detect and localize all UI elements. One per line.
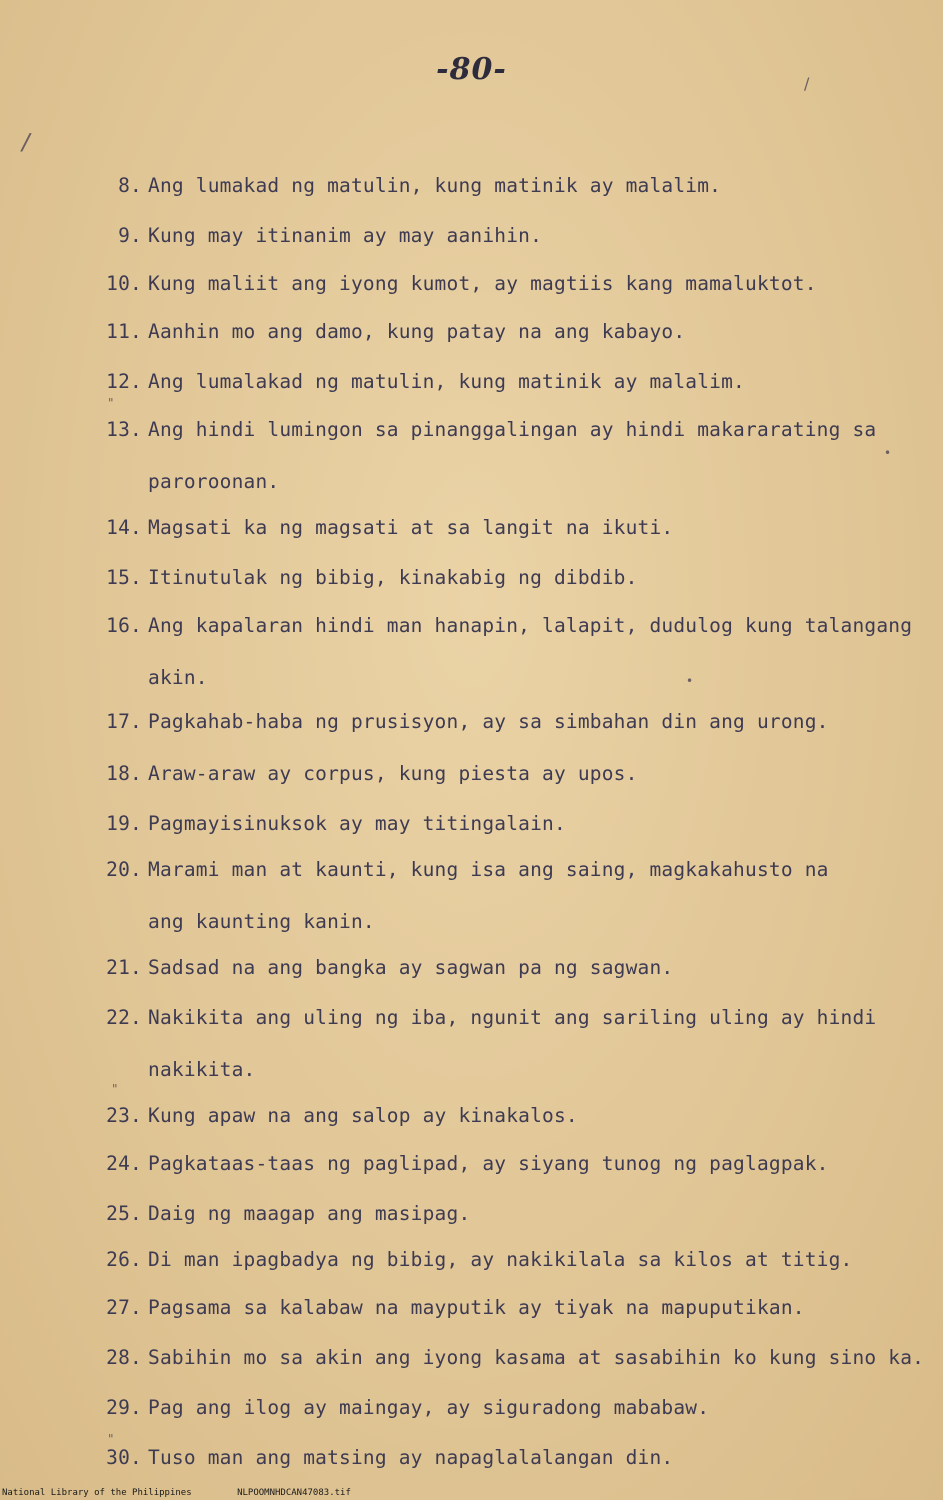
proverb-number: 18. — [106, 762, 142, 785]
proverb-number: 24. — [106, 1152, 142, 1175]
scan-filename: NLPOOMNHDCAN47083.tif — [237, 1488, 351, 1498]
proverb-number: 29. — [106, 1396, 142, 1419]
proverb-number: 20. — [106, 858, 142, 881]
proverb-number: 22. — [106, 1006, 142, 1029]
proverb-text: Daig ng maagap ang masipag. — [148, 1202, 471, 1225]
proverb-number: 12. — [106, 370, 142, 393]
proverb-text: Ang kapalaran hindi man hanapin, lalapit, dudulog kung talangang — [148, 614, 913, 637]
proverb-text-continued: paroroonan. — [148, 470, 280, 493]
proverb-number: 26. — [106, 1248, 142, 1271]
proverb-number: 21. — [106, 956, 142, 979]
proverb-number: 9. — [118, 224, 142, 247]
proverb-text-continued: akin. — [148, 666, 208, 689]
proverb-text-continued: nakikita. — [148, 1058, 256, 1081]
proverb-text: Pag ang ilog ay maingay, ay siguradong mababaw. — [148, 1396, 710, 1419]
proverb-number: 15. — [106, 566, 142, 589]
proverb-text: Araw-araw ay corpus, kung piesta ay upos. — [148, 762, 638, 785]
proverb-number: 8. — [118, 174, 142, 197]
proverb-number: 25. — [106, 1202, 142, 1225]
scan-footer — [2, 1488, 941, 1498]
proverb-number: 19. — [106, 812, 142, 835]
proverb-text: Marami man at kaunti, kung isa ang saing, magkakahusto na — [148, 858, 829, 881]
ink-dot-mark: • — [884, 446, 892, 460]
proverb-text-continued: ang kaunting kanin. — [148, 910, 375, 933]
proverb-number: 10. — [106, 272, 142, 295]
ink-dot-mark: • — [686, 674, 694, 688]
proverb-text: Ang lumakad ng matulin, kung matinik ay malalim. — [148, 174, 722, 197]
proverb-text: Di man ipagbadya ng bibig, ay nakikilala sa kilos at titig. — [148, 1248, 853, 1271]
proverb-number: 30. — [106, 1446, 142, 1469]
proverb-text: Nakikita ang uling ng iba, ngunit ang sariling uling ay hindi — [148, 1006, 877, 1029]
pencil-tick-mark: / — [804, 74, 810, 93]
ditto-mark: " — [108, 1432, 114, 1446]
proverb-text: Kung apaw na ang salop ay kinakalos. — [148, 1104, 578, 1127]
proverb-number: 13. — [106, 418, 142, 441]
proverb-text: Ang lumalakad ng matulin, kung matinik ay malalim. — [148, 370, 745, 393]
proverb-text: Pagmayisinuksok ay may titingalain. — [148, 812, 566, 835]
proverb-text: Kung maliit ang iyong kumot, ay magtiis kang mamaluktot. — [148, 272, 817, 295]
proverb-text: Magsati ka ng magsati at sa langit na ikuti. — [148, 516, 674, 539]
proverb-text: Sabihin mo sa akin ang iyong kasama at sasabihin ko kung sino ka. — [148, 1346, 925, 1369]
proverb-number: 11. — [106, 320, 142, 343]
proverb-text: Pagkahab-haba ng prusisyon, ay sa simbahan din ang urong. — [148, 710, 829, 733]
proverb-text: Pagkataas-taas ng paglipad, ay siyang tunog ng paglagpak. — [148, 1152, 829, 1175]
proverb-text: Aanhin mo ang damo, kung patay na ang kabayo. — [148, 320, 686, 343]
proverb-text: Sadsad na ang bangka ay sagwan pa ng sagwan. — [148, 956, 674, 979]
page-number: -80- — [436, 52, 507, 87]
proverb-text: Pagsama sa kalabaw na mayputik ay tiyak na mapuputikan. — [148, 1296, 805, 1319]
proverb-text: Itinutulak ng bibig, kinakabig ng dibdib. — [148, 566, 638, 589]
proverb-number: 17. — [106, 710, 142, 733]
proverb-number: 16. — [106, 614, 142, 637]
proverb-text: Tuso man ang matsing ay napaglalalangan din. — [148, 1446, 674, 1469]
library-credit: National Library of the Philippines — [2, 1488, 192, 1498]
pencil-slash-mark: / — [19, 127, 33, 157]
proverb-number: 28. — [106, 1346, 142, 1369]
proverb-text: Kung may itinanim ay may aanihin. — [148, 224, 543, 247]
ditto-mark: " — [112, 1082, 118, 1096]
proverb-number: 23. — [106, 1104, 142, 1127]
proverb-number: 27. — [106, 1296, 142, 1319]
ditto-mark: " — [108, 396, 114, 410]
proverb-text: Ang hindi lumingon sa pinanggalingan ay hindi makararating sa — [148, 418, 877, 441]
proverb-number: 14. — [106, 516, 142, 539]
